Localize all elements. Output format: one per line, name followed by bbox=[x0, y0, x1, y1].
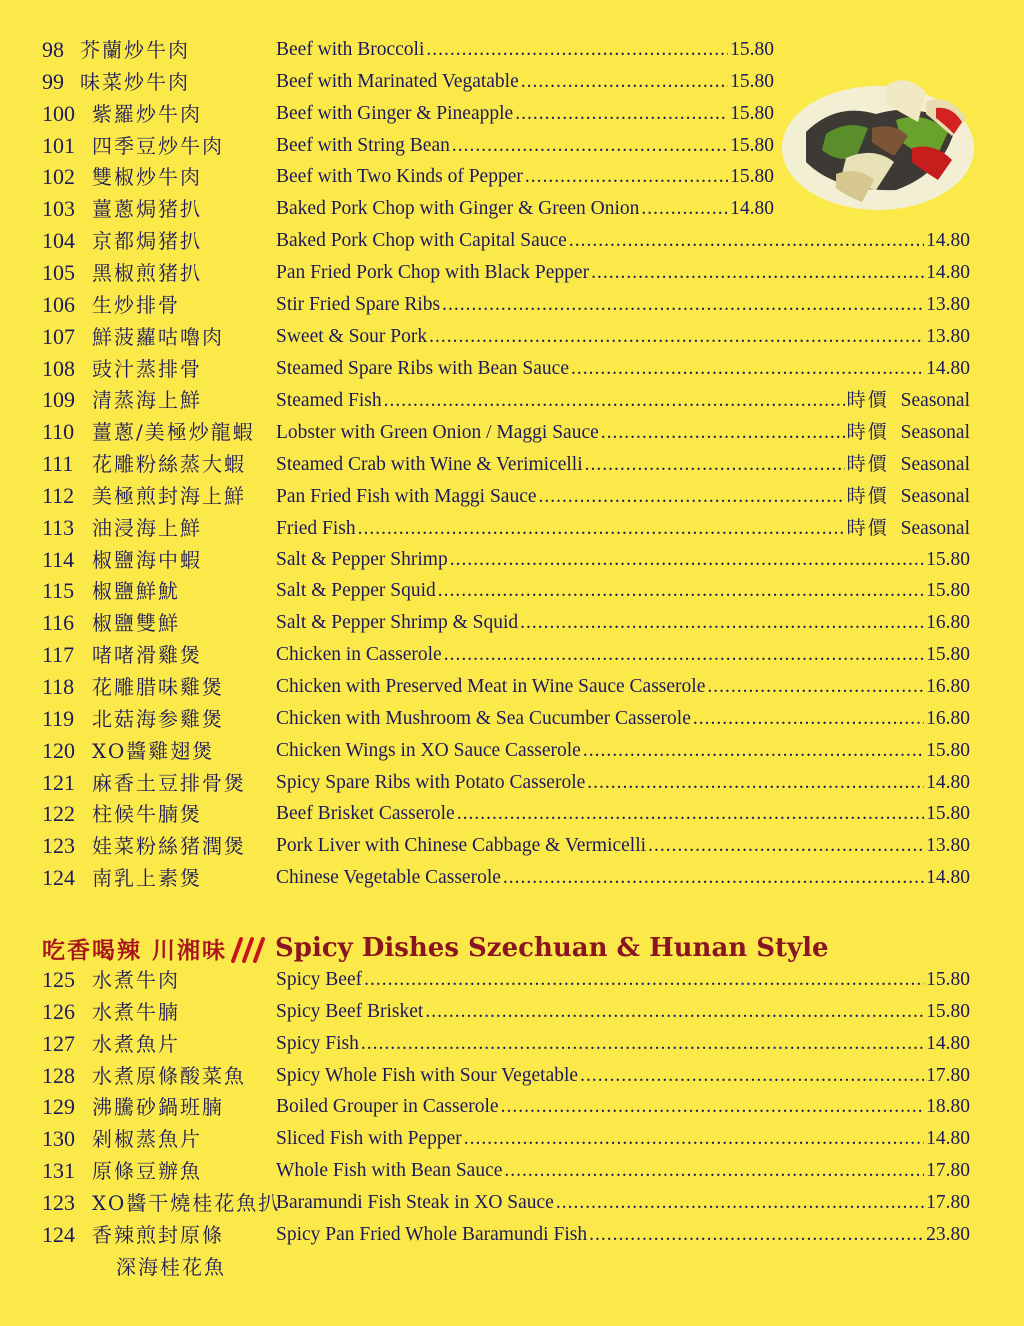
item-name-en: Pan Fried Fish with Maggi Sauce bbox=[276, 485, 537, 507]
item-name-en: Beef with Marinated Vegatable bbox=[276, 70, 519, 92]
item-name-en: Chicken in Casserole bbox=[276, 644, 442, 666]
section-heading-cn: 吃香喝辣 川湘味 bbox=[42, 936, 228, 964]
item-name-en-line bbox=[276, 1187, 970, 1219]
item-name-en: Spicy Beef bbox=[276, 969, 363, 990]
item-name-en-line bbox=[276, 1123, 970, 1155]
dot-leader bbox=[591, 257, 924, 289]
item-name-en: Chicken with Mushroom & Sea Cucumber Casserole bbox=[276, 707, 691, 729]
item-number: 106 bbox=[42, 291, 75, 317]
item-price bbox=[730, 34, 774, 66]
item-name-cn: 椒鹽雙鮮 bbox=[92, 611, 180, 636]
item-name-en-line bbox=[276, 703, 970, 735]
menu-item-row bbox=[0, 289, 1024, 321]
item-number: 100 bbox=[42, 100, 75, 126]
item-number: 126 bbox=[42, 998, 75, 1024]
item-name-en-line bbox=[276, 1219, 970, 1251]
item-name-cn: 豉汁蒸排骨 bbox=[92, 356, 202, 381]
item-name-en-line bbox=[276, 161, 774, 193]
item-name-cn: 紫羅炒牛肉 bbox=[92, 101, 202, 126]
item-price-value: 13.80 bbox=[926, 293, 970, 315]
item-number: 103 bbox=[42, 196, 75, 222]
item-price bbox=[926, 1123, 970, 1155]
item-number: 101 bbox=[42, 132, 75, 158]
item-price bbox=[926, 544, 970, 576]
item-number: 123 bbox=[42, 1189, 75, 1215]
item-price bbox=[926, 1060, 970, 1092]
item-price-cn: 時價 bbox=[846, 484, 889, 507]
item-name-cn: XO醬干燒桂花魚扒 bbox=[92, 1190, 281, 1215]
item-name-en-line bbox=[276, 1060, 970, 1092]
menu-item-row bbox=[0, 225, 1024, 257]
dot-leader bbox=[450, 544, 924, 576]
item-number: 124 bbox=[42, 1221, 75, 1247]
item-number: 113 bbox=[42, 514, 75, 540]
dot-leader bbox=[426, 34, 728, 66]
dot-leader bbox=[515, 98, 728, 130]
item-price-value: 13.80 bbox=[926, 835, 970, 857]
item-name-cn: 油浸海上鮮 bbox=[92, 515, 202, 540]
item-name-en: Pan Fried Pork Chop with Black Pepper bbox=[276, 261, 590, 283]
item-name-en: Baked Pork Chop with Capital Sauce bbox=[276, 230, 567, 252]
item-name-en-line bbox=[276, 735, 970, 767]
item-price-value: Seasonal bbox=[900, 422, 970, 444]
item-price-value: 13.80 bbox=[926, 325, 970, 347]
item-name-en-line bbox=[276, 671, 970, 703]
item-price-value: 15.80 bbox=[926, 803, 970, 825]
item-price-value: 16.80 bbox=[926, 612, 970, 634]
item-number: 121 bbox=[42, 769, 75, 795]
item-name-cn: 北菇海参雞煲 bbox=[92, 706, 224, 731]
dot-leader bbox=[525, 161, 728, 193]
item-number: 114 bbox=[42, 546, 75, 572]
item-price bbox=[926, 1187, 970, 1219]
dot-leader bbox=[587, 767, 924, 799]
menu-item-row bbox=[0, 575, 1024, 607]
item-price-value: 14.80 bbox=[926, 1128, 970, 1150]
menu-item-row bbox=[0, 798, 1024, 830]
item-price bbox=[926, 1219, 970, 1251]
item-number: 123 bbox=[42, 833, 75, 859]
item-name-cn: 京都焗猪扒 bbox=[92, 229, 202, 254]
item-name-cn: 水煮魚片 bbox=[92, 1031, 180, 1056]
item-name-cn: 娃菜粉絲猪潤煲 bbox=[92, 834, 246, 859]
dot-leader bbox=[457, 798, 924, 830]
item-price-value: 14.80 bbox=[926, 230, 970, 252]
dot-leader bbox=[520, 607, 924, 639]
item-price bbox=[926, 639, 970, 671]
item-name-en: Lobster with Green Onion / Maggi Sauce bbox=[276, 422, 599, 444]
dot-leader bbox=[429, 321, 924, 353]
item-price bbox=[730, 161, 774, 193]
dot-leader bbox=[364, 964, 924, 996]
dot-leader bbox=[539, 481, 845, 513]
item-name-en-line bbox=[276, 225, 970, 257]
item-price-value: Seasonal bbox=[900, 485, 970, 507]
item-price bbox=[926, 575, 970, 607]
dot-leader bbox=[589, 1219, 924, 1251]
item-price-cn: 時價 bbox=[846, 421, 889, 444]
item-name-en-line bbox=[276, 964, 970, 996]
dot-leader bbox=[384, 385, 845, 417]
item-name-en-line bbox=[276, 34, 774, 66]
item-name-en: Beef with Broccoli bbox=[276, 39, 425, 60]
menu-item-row bbox=[0, 1060, 1024, 1092]
item-price bbox=[926, 703, 970, 735]
item-price-value: 15.80 bbox=[730, 134, 774, 156]
item-name-en-line bbox=[276, 98, 774, 130]
item-name-cn: 香辣煎封原條 bbox=[92, 1222, 224, 1247]
item-price-value: 16.80 bbox=[926, 707, 970, 729]
menu-item-row bbox=[0, 639, 1024, 671]
menu-item-row bbox=[0, 735, 1024, 767]
item-price-value: 16.80 bbox=[926, 676, 970, 697]
item-name-en-line bbox=[276, 384, 970, 416]
item-number: 125 bbox=[42, 967, 75, 992]
item-price-value: 15.80 bbox=[730, 70, 774, 92]
item-name-en-line bbox=[276, 193, 774, 225]
item-price-value: 15.80 bbox=[730, 102, 774, 124]
item-price bbox=[926, 1028, 970, 1060]
item-price-value: 14.80 bbox=[730, 198, 774, 220]
item-name-cn: 沸騰砂鍋班腩 bbox=[92, 1095, 224, 1120]
item-name-en: Steamed Spare Ribs with Bean Sauce bbox=[276, 357, 569, 379]
item-name-cn: 薑蔥/美極炒龍蝦 bbox=[92, 420, 255, 445]
item-name-en-line bbox=[276, 480, 970, 512]
item-name-en-line bbox=[276, 448, 970, 480]
menu-item-row bbox=[0, 862, 1024, 894]
item-name-en: Boiled Grouper in Casserole bbox=[276, 1096, 499, 1118]
item-name-cn: XO醬雞翅煲 bbox=[92, 738, 215, 763]
item-price bbox=[926, 607, 970, 639]
item-name-en-line bbox=[276, 575, 970, 607]
item-name-en: Spicy Whole Fish with Sour Vegetable bbox=[276, 1064, 579, 1086]
item-name-cn: 味菜炒牛肉 bbox=[80, 69, 190, 94]
menu-item-row bbox=[0, 480, 1024, 512]
item-name-en-line bbox=[276, 862, 970, 894]
item-name-en: Salt & Pepper Squid bbox=[276, 580, 436, 602]
menu-item-row bbox=[0, 353, 1024, 385]
section-heading-spicy bbox=[42, 928, 829, 968]
item-price bbox=[847, 448, 970, 481]
item-price bbox=[926, 767, 970, 799]
item-price bbox=[926, 257, 970, 289]
item-name-en: Pork Liver with Chinese Cabbage & Vermicelli bbox=[276, 835, 647, 857]
item-name-cn: 四季豆炒牛肉 bbox=[92, 133, 224, 158]
item-name-en: Beef with String Bean bbox=[276, 134, 450, 156]
dot-leader bbox=[648, 830, 924, 862]
dot-leader bbox=[580, 1060, 924, 1092]
menu-item-row bbox=[0, 1155, 1024, 1187]
dot-leader bbox=[442, 289, 924, 321]
item-price bbox=[847, 480, 970, 513]
menu-item-row bbox=[0, 1091, 1024, 1123]
item-price bbox=[730, 98, 774, 130]
item-number: 116 bbox=[42, 610, 75, 636]
item-number: 108 bbox=[42, 355, 75, 381]
item-name-en-line bbox=[276, 1155, 970, 1187]
menu-item-row bbox=[0, 767, 1024, 799]
item-name-en-line bbox=[276, 353, 970, 385]
item-price bbox=[926, 830, 970, 862]
item-name-cn: 啫啫滑雞煲 bbox=[92, 643, 202, 668]
item-number: 105 bbox=[42, 259, 75, 285]
item-name-cn: 花雕粉絲蒸大蝦 bbox=[92, 452, 246, 477]
item-name-en-line bbox=[276, 830, 970, 862]
item-price bbox=[730, 193, 774, 225]
item-name-en: Beef with Ginger & Pineapple bbox=[276, 102, 514, 124]
item-name-en: Fried Fish bbox=[276, 517, 356, 539]
item-price bbox=[926, 1091, 970, 1123]
item-name-en: Beef Brisket Casserole bbox=[276, 803, 455, 825]
menu-item-row bbox=[0, 703, 1024, 735]
item-price-value: 14.80 bbox=[926, 261, 970, 283]
item-price bbox=[926, 671, 970, 703]
item-price bbox=[730, 130, 774, 162]
item-number: 119 bbox=[42, 705, 75, 731]
item-number: 115 bbox=[42, 578, 75, 604]
item-name-cn: 雙椒炒牛肉 bbox=[92, 165, 202, 190]
item-name-cn: 芥蘭炒牛肉 bbox=[80, 38, 190, 62]
dot-leader bbox=[425, 996, 924, 1028]
item-price-value: 23.80 bbox=[926, 1223, 970, 1245]
item-name-cn: 原條豆辦魚 bbox=[92, 1159, 202, 1184]
item-price-value: Seasonal bbox=[900, 454, 970, 476]
menu-item-row bbox=[0, 1219, 1024, 1251]
item-name-cn: 南乳上素煲 bbox=[92, 866, 202, 891]
item-price-value: 15.80 bbox=[730, 39, 774, 60]
item-price-value: Seasonal bbox=[900, 517, 970, 539]
item-number: 107 bbox=[42, 323, 75, 349]
item-number: 102 bbox=[42, 164, 75, 190]
item-name-en: Spicy Pan Fried Whole Baramundi Fish bbox=[276, 1223, 588, 1245]
item-name-cn: 鮮菠蘿咕嚕肉 bbox=[92, 324, 224, 349]
item-name-cn: 水煮牛腩 bbox=[92, 999, 180, 1024]
item-name-en-line bbox=[276, 66, 774, 98]
item-price bbox=[847, 384, 970, 417]
item-number: 124 bbox=[42, 865, 75, 891]
item-price bbox=[926, 735, 970, 767]
item-price-value: 14.80 bbox=[926, 771, 970, 793]
item-name-en: Sliced Fish with Pepper bbox=[276, 1128, 462, 1150]
item-name-en-line bbox=[276, 767, 970, 799]
dot-leader bbox=[571, 353, 924, 385]
item-price-cn: 時價 bbox=[846, 389, 889, 412]
item-price bbox=[926, 321, 970, 353]
menu-item-row bbox=[0, 964, 1024, 996]
item-price-value: Seasonal bbox=[900, 390, 970, 412]
item-price-value: 17.80 bbox=[926, 1064, 970, 1086]
item-number: 131 bbox=[42, 1158, 75, 1184]
chili-pepper-icon bbox=[229, 933, 269, 963]
item-name-en: Spicy Spare Ribs with Potato Casserole bbox=[276, 771, 586, 793]
menu-item-row bbox=[0, 830, 1024, 862]
dot-leader bbox=[444, 639, 924, 671]
item-price-value: 15.80 bbox=[926, 548, 970, 570]
item-name-cn: 柱候牛腩煲 bbox=[92, 802, 202, 827]
item-price bbox=[926, 862, 970, 894]
item-name-en: Baramundi Fish Steak in XO Sauce bbox=[276, 1191, 554, 1213]
menu-item-row bbox=[0, 321, 1024, 353]
item-number: 117 bbox=[42, 642, 75, 668]
item-name-en: Baked Pork Chop with Ginger & Green Onion bbox=[276, 198, 640, 220]
item-number: 127 bbox=[42, 1030, 75, 1056]
dot-leader bbox=[521, 66, 728, 98]
dot-leader bbox=[464, 1123, 924, 1155]
menu-item-row bbox=[0, 1187, 1024, 1219]
item-price-value: 15.80 bbox=[926, 739, 970, 761]
item-name-en-line bbox=[276, 512, 970, 544]
item-price-value: 15.80 bbox=[926, 580, 970, 602]
item-price-value: 17.80 bbox=[926, 1191, 970, 1213]
item-name-cn: 清蒸海上鮮 bbox=[92, 388, 202, 413]
dot-leader bbox=[452, 130, 728, 162]
item-name-cn: 黑椒煎猪扒 bbox=[92, 260, 202, 285]
item-number: 111 bbox=[42, 451, 74, 477]
item-name-cn-continued: 深海桂花魚 bbox=[116, 1254, 226, 1279]
item-name-cn: 美極煎封海上鮮 bbox=[92, 483, 246, 508]
item-number: 109 bbox=[42, 387, 75, 413]
item-price-value: 15.80 bbox=[926, 969, 970, 990]
item-name-cn: 麻香土豆排骨煲 bbox=[92, 770, 246, 795]
item-number: 122 bbox=[42, 801, 75, 827]
item-number: 128 bbox=[42, 1062, 75, 1088]
item-price bbox=[926, 289, 970, 321]
item-name-en: Beef with Two Kinds of Pepper bbox=[276, 166, 523, 188]
menu-item-row bbox=[0, 996, 1024, 1028]
item-name-cn: 椒鹽海中蝦 bbox=[92, 547, 202, 572]
item-price bbox=[926, 225, 970, 257]
item-price bbox=[926, 1155, 970, 1187]
dot-leader bbox=[358, 513, 845, 545]
item-price bbox=[847, 512, 970, 545]
menu-item-row bbox=[0, 384, 1024, 416]
item-name-en: Chicken with Preserved Meat in Wine Sauce Casserole bbox=[276, 676, 706, 697]
dot-leader bbox=[693, 703, 924, 735]
item-name-en-line bbox=[276, 289, 970, 321]
item-name-en: Spicy Beef Brisket bbox=[276, 1000, 424, 1022]
dish-photo bbox=[776, 62, 980, 218]
item-name-en: Chicken Wings in XO Sauce Casserole bbox=[276, 739, 581, 761]
section-heading-en: Spicy Dishes Szechuan & Hunan Style bbox=[275, 933, 829, 963]
menu-item-row bbox=[0, 1123, 1024, 1155]
item-price-value: 18.80 bbox=[926, 1096, 970, 1118]
menu-item-row bbox=[0, 512, 1024, 544]
item-name-en-line bbox=[276, 257, 970, 289]
item-name-cn: 水煮牛肉 bbox=[92, 968, 180, 992]
item-number: 120 bbox=[42, 737, 75, 763]
item-name-en: Chinese Vegetable Casserole bbox=[276, 867, 501, 889]
item-name-cn: 水煮原條酸菜魚 bbox=[92, 1063, 246, 1088]
item-price bbox=[926, 798, 970, 830]
item-price bbox=[926, 964, 970, 996]
item-number: 99 bbox=[42, 68, 64, 94]
item-price bbox=[730, 66, 774, 98]
menu-item-row bbox=[0, 1028, 1024, 1060]
menu-item-row bbox=[0, 607, 1024, 639]
item-name-en-line bbox=[276, 1091, 970, 1123]
dot-leader bbox=[585, 449, 845, 481]
item-name-en-line bbox=[276, 639, 970, 671]
item-number: 130 bbox=[42, 1126, 75, 1152]
item-price bbox=[847, 416, 970, 449]
item-name-en: Stir Fried Spare Ribs bbox=[276, 293, 441, 315]
item-name-cn: 剁椒蒸魚片 bbox=[92, 1127, 202, 1152]
item-number: 118 bbox=[42, 674, 75, 699]
item-price-value: 14.80 bbox=[926, 867, 970, 889]
item-number: 129 bbox=[42, 1094, 75, 1120]
dot-leader bbox=[569, 225, 924, 257]
item-name-en-line bbox=[276, 996, 970, 1028]
dot-leader bbox=[641, 193, 728, 225]
item-name-en: Steamed Fish bbox=[276, 390, 382, 412]
item-price-value: 14.80 bbox=[926, 1032, 970, 1054]
item-name-cn: 椒鹽鮮魷 bbox=[92, 579, 180, 604]
item-number: 110 bbox=[42, 419, 75, 445]
item-name-cn: 生炒排骨 bbox=[92, 292, 180, 317]
item-price-value: 15.80 bbox=[926, 1000, 970, 1022]
item-name-en: Whole Fish with Bean Sauce bbox=[276, 1160, 503, 1182]
item-name-en-line bbox=[276, 544, 970, 576]
item-name-en-line bbox=[276, 607, 970, 639]
item-price bbox=[926, 353, 970, 385]
item-number: 112 bbox=[42, 482, 75, 508]
dot-leader bbox=[556, 1187, 924, 1219]
dot-leader bbox=[503, 862, 924, 894]
item-name-en: Salt & Pepper Shrimp & Squid bbox=[276, 612, 519, 634]
menu-item-row bbox=[0, 671, 1024, 703]
item-name-en-line bbox=[276, 798, 970, 830]
item-name-cn: 薑蔥焗猪扒 bbox=[92, 197, 202, 222]
item-price-cn: 時價 bbox=[846, 453, 889, 476]
item-name-en: Steamed Crab with Wine & Verimicelli bbox=[276, 454, 583, 476]
dot-leader bbox=[707, 671, 924, 703]
item-name-en: Sweet & Sour Pork bbox=[276, 325, 428, 347]
item-name-en-line bbox=[276, 1028, 970, 1060]
item-name-cn: 花雕腊味雞煲 bbox=[92, 675, 224, 699]
item-name-en-line bbox=[276, 416, 970, 448]
dot-leader bbox=[583, 735, 924, 767]
dot-leader bbox=[438, 575, 924, 607]
item-number: 98 bbox=[42, 37, 64, 62]
item-name-en: Spicy Fish bbox=[276, 1032, 359, 1054]
item-price-value: 15.80 bbox=[926, 644, 970, 666]
item-price-value: 17.80 bbox=[926, 1160, 970, 1182]
item-name-en: Salt & Pepper Shrimp bbox=[276, 548, 448, 570]
item-name-en-line bbox=[276, 130, 774, 162]
menu-item-row bbox=[0, 257, 1024, 289]
item-price-value: 14.80 bbox=[926, 357, 970, 379]
menu-item-row bbox=[0, 416, 1024, 448]
item-number: 104 bbox=[42, 228, 75, 254]
dot-leader bbox=[501, 1091, 925, 1123]
menu-item-row bbox=[0, 448, 1024, 480]
item-price-cn: 時價 bbox=[846, 516, 889, 539]
dot-leader bbox=[361, 1028, 924, 1060]
item-price bbox=[926, 996, 970, 1028]
item-price-value: 15.80 bbox=[730, 166, 774, 188]
menu-item-row bbox=[0, 544, 1024, 576]
dot-leader bbox=[601, 417, 845, 449]
item-name-en-line bbox=[276, 321, 970, 353]
dot-leader bbox=[504, 1155, 924, 1187]
